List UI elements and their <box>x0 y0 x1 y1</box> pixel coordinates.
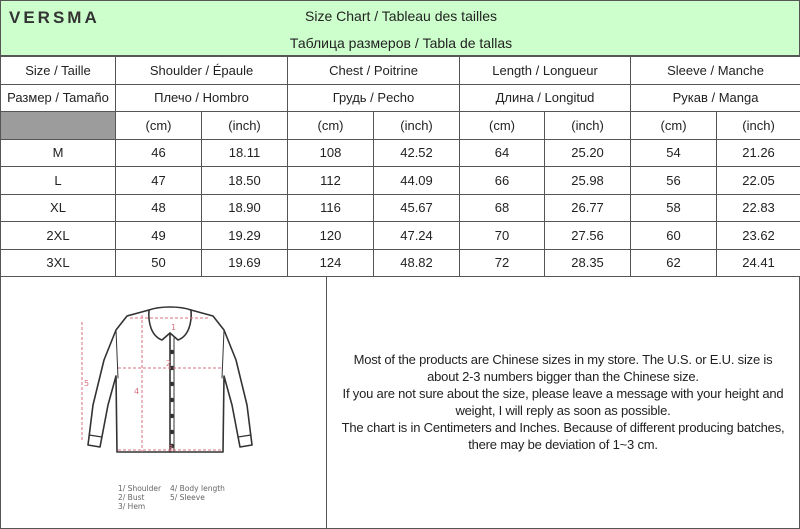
size-cell: 3XL <box>1 249 116 277</box>
shirt-illustration <box>0 0 327 529</box>
table-cell: 62 <box>631 249 717 277</box>
unit-inch: (inch) <box>545 112 631 140</box>
table-cell: 64 <box>460 139 545 167</box>
unit-cm: (cm) <box>460 112 545 140</box>
chest-header: Chest / Poitrine <box>288 57 460 85</box>
table-cell: 58 <box>631 194 717 222</box>
notes-panel <box>327 276 800 529</box>
table-cell: 124 <box>288 249 374 277</box>
shoulder-header-2: Плечо / Hombro <box>116 84 288 112</box>
table-cell: 48.82 <box>374 249 460 277</box>
table-cell: 70 <box>460 222 545 250</box>
notes-line: about 2-3 numbers bigger than the Chinese size. <box>427 369 699 384</box>
legend-bust: 2/ Bust <box>118 493 145 502</box>
table-cell: 21.26 <box>717 139 800 167</box>
table-cell: 112 <box>288 167 374 195</box>
unit-cm: (cm) <box>288 112 374 140</box>
table-cell: 27.56 <box>545 222 631 250</box>
table-cell: 19.29 <box>202 222 288 250</box>
unit-inch: (inch) <box>717 112 800 140</box>
table-cell: 18.90 <box>202 194 288 222</box>
size-cell: M <box>1 139 116 167</box>
table-cell: 44.09 <box>374 167 460 195</box>
table-cell: 49 <box>116 222 202 250</box>
legend-shoulder: 1/ Shoulder <box>118 484 162 493</box>
table-cell: 26.77 <box>545 194 631 222</box>
size-notes <box>333 351 793 453</box>
table-cell: 22.83 <box>717 194 800 222</box>
table-cell: 60 <box>631 222 717 250</box>
table-cell: 116 <box>288 194 374 222</box>
table-cell: 48 <box>116 194 202 222</box>
notes-line: The chart is in Centimeters and Inches. Because of different producing batches, <box>341 420 785 435</box>
table-cell: 25.98 <box>545 167 631 195</box>
table-cell: 28.35 <box>545 249 631 277</box>
legend-sleeve: 5/ Sleeve <box>170 493 205 502</box>
table-cell: 56 <box>631 167 717 195</box>
notes-line: there may be deviation of 1~3 cm. <box>468 437 658 452</box>
unit-cm: (cm) <box>116 112 202 140</box>
table-cell: 18.50 <box>202 167 288 195</box>
table-cell: 25.20 <box>545 139 631 167</box>
table-cell: 66 <box>460 167 545 195</box>
size-cell: XL <box>1 194 116 222</box>
marker-body-length: 4 <box>134 387 140 396</box>
table-cell: 68 <box>460 194 545 222</box>
marker-shoulder: 1 <box>171 323 177 332</box>
table-cell: 22.05 <box>717 167 800 195</box>
chest-header-2: Грудь / Pecho <box>288 84 460 112</box>
table-cell: 54 <box>631 139 717 167</box>
table-cell: 46 <box>116 139 202 167</box>
table-cell: 47.24 <box>374 222 460 250</box>
table-cell: 24.41 <box>717 249 800 277</box>
size-label-cell: Size / Taille <box>1 57 116 85</box>
table-cell: 50 <box>116 249 202 277</box>
unit-cm: (cm) <box>631 112 717 140</box>
size-cell: 2XL <box>1 222 116 250</box>
size-cell: L <box>1 167 116 195</box>
sleeve-header: Sleeve / Manche <box>631 57 800 85</box>
legend-hem: 3/ Hem <box>118 502 146 511</box>
table-cell: 120 <box>288 222 374 250</box>
notes-line: Most of the products are Chinese sizes in my store. The U.S. or E.U. size is <box>353 352 773 367</box>
brand-logo: VERSMA <box>9 8 100 27</box>
table-cell: 108 <box>288 139 374 167</box>
unit-inch: (inch) <box>374 112 460 140</box>
size-label-cell-2: Размер / Tamaño <box>1 84 116 112</box>
table-cell: 18.11 <box>202 139 288 167</box>
table-cell: 19.69 <box>202 249 288 277</box>
table-cell: 42.52 <box>374 139 460 167</box>
chart-title: Size Chart / Tableau des tailles <box>305 8 497 24</box>
table-cell: 47 <box>116 167 202 195</box>
marker-sleeve: 5 <box>84 379 90 388</box>
marker-hem: 3 <box>168 444 174 453</box>
notes-line: weight, I will reply as soon as possible. <box>455 403 671 418</box>
notes-line: If you are not sure about the size, please leave a message with your height and <box>342 386 784 401</box>
length-header-2: Длина / Longitud <box>460 84 631 112</box>
table-cell: 45.67 <box>374 194 460 222</box>
legend-body-length: 4/ Body length <box>170 484 225 493</box>
marker-bust: 2 <box>166 359 172 368</box>
table-cell: 23.62 <box>717 222 800 250</box>
table-cell: 72 <box>460 249 545 277</box>
sleeve-header-2: Рукав / Manga <box>631 84 800 112</box>
chart-subtitle: Таблица размеров / Tabla de tallas <box>289 35 513 51</box>
unit-inch: (inch) <box>202 112 288 140</box>
length-header: Length / Longueur <box>460 57 631 85</box>
shoulder-header: Shoulder / Épaule <box>116 57 288 85</box>
